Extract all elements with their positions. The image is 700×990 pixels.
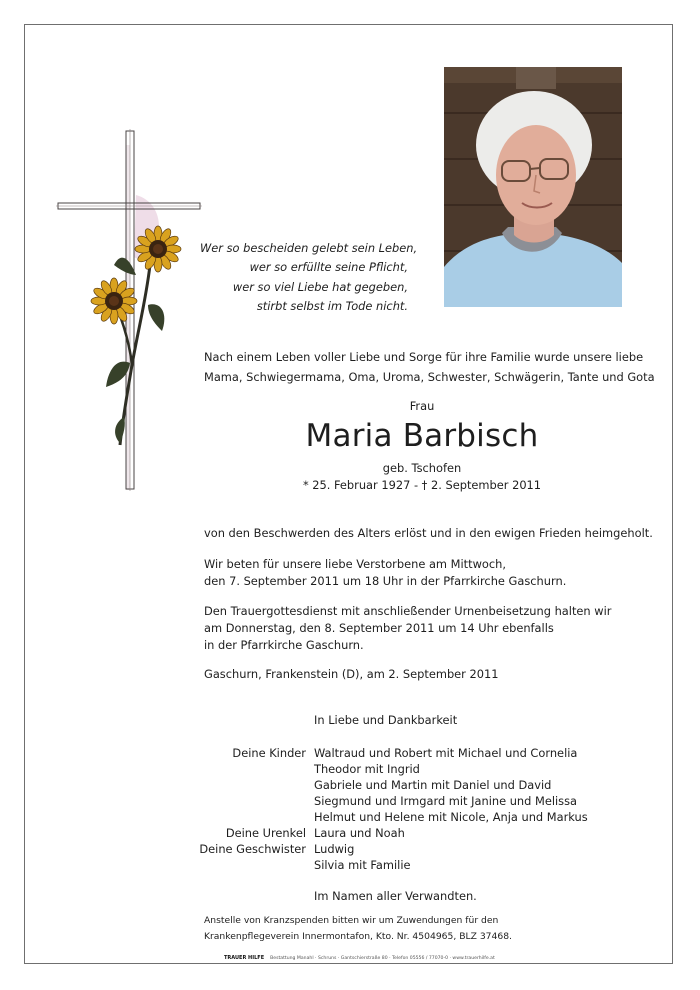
verse-line: wer so erfüllte seine Pflicht, [249, 260, 408, 275]
service-text [204, 603, 611, 653]
portrait-photo [444, 67, 622, 307]
service-line: Den Trauergottesdienst mit anschließender Urnenbeisetzung halten wir [204, 604, 612, 618]
footer-brand: TRAUER HILFE [224, 955, 265, 961]
verse-line: wer so viel Liebe hat gegeben, [232, 279, 408, 294]
prayer-line: Wir beten für unsere liebe Verstorbene am Mittwoch, [204, 557, 506, 571]
children-line: Helmut und Helene mit Nicole, Anja und Markus [314, 810, 588, 824]
donation-note [204, 913, 512, 944]
birth-name: geb. Tschofen [382, 461, 462, 475]
children-line: Gabriele und Martin mit Daniel und David [314, 778, 552, 792]
children-line: Waltraud und Robert mit Michael und Cornelia [314, 746, 578, 760]
prayer-text [204, 556, 566, 590]
verse-line: Wer so bescheiden gelebt sein Leben, [200, 241, 418, 255]
service-line: in der Pfarrkirche Gaschurn. [204, 637, 364, 652]
memorial-verse [200, 239, 418, 316]
intro-line: Nach einem Leben voller Liebe und Sorge für ihre Familie wurde unsere liebe [204, 350, 644, 364]
intro-text [204, 348, 655, 387]
leaf-icon [114, 258, 136, 275]
leaf-icon [148, 304, 164, 331]
children-line: Theodor mit Ingrid [314, 762, 420, 776]
funeral-home-footer [224, 955, 495, 961]
intro-line: Mama, Schwiegermama, Oma, Uroma, Schwester, Schwägerin, Tante und Gota [204, 369, 655, 384]
prayer-line: den 7. September 2011 um 18 Uhr in der Pfarrkirche Gaschurn. [204, 573, 567, 588]
great-grandchildren-label: Deine Urenkel [225, 826, 306, 840]
verse-line: stirbt selbst im Tode nicht. [256, 298, 408, 313]
siblings-line: Silvia mit Familie [314, 858, 411, 872]
siblings-line: Ludwig [314, 842, 355, 856]
closing-line: Im Namen aller Verwandten. [314, 889, 477, 903]
deceased-title: Frau [409, 399, 435, 413]
siblings-label: Deine Geschwister [199, 842, 306, 856]
children-label: Deine Kinder [232, 746, 306, 760]
footer-details: Bestattung Manahl · Schruns · Gantschierstraße 80 · Telefon 05556 / 77070-0 · www.trauerhilfe.at [270, 956, 495, 961]
life-dates: * 25. Februar 1927 - † 2. September 2011 [302, 478, 542, 492]
mourners-heading: In Liebe und Dankbarkeit [314, 713, 458, 727]
donation-line: Anstelle von Kranzspenden bitten wir um Zuwendungen für den [204, 915, 499, 926]
great-grandchildren: Laura und Noah [314, 826, 405, 840]
children-line: Siegmund und Irmgard mit Janine und Melissa [314, 794, 578, 808]
place-date: Gaschurn, Frankenstein (D), am 2. September 2011 [204, 667, 499, 681]
donation-line: Krankenpflegeverein Innermontafon, Kto. Nr. 4504965, BLZ 37468. [204, 930, 512, 942]
released-text: von den Beschwerden des Alters erlöst und in den ewigen Frieden heimgeholt. [204, 526, 653, 540]
service-line: am Donnerstag, den 8. September 2011 um 14 Uhr ebenfalls [204, 620, 554, 635]
deceased-name: Maria Barbisch [305, 418, 539, 454]
